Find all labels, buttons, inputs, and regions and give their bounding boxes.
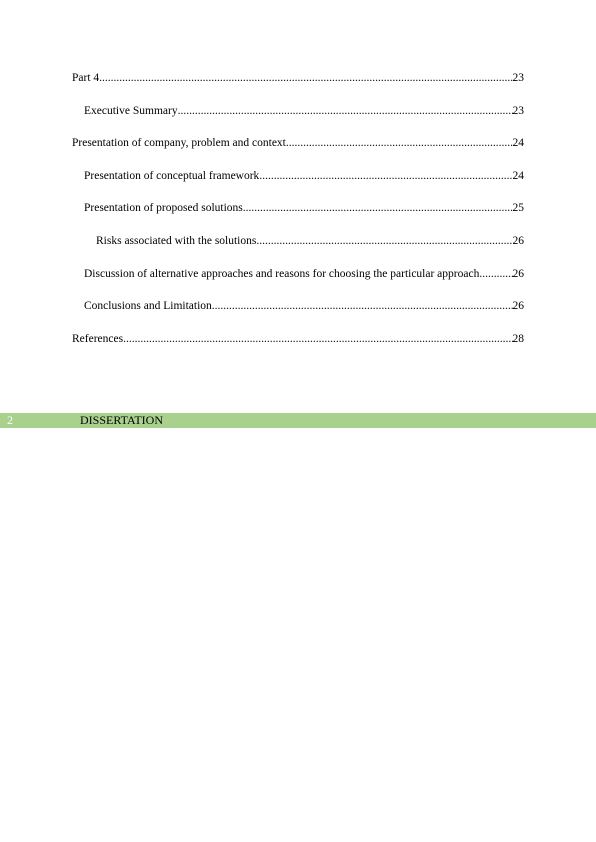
toc-entry-title: Executive Summary: [84, 104, 178, 117]
toc-entry-conclusions[interactable]: [72, 299, 524, 332]
toc-entry-title: Part 4: [72, 72, 100, 84]
toc-entry-page: 24: [512, 169, 524, 182]
dot-leader: [178, 104, 513, 118]
dot-leader: [256, 234, 512, 248]
toc-entry-alternative-approaches[interactable]: [72, 267, 524, 300]
running-header-bar: [0, 413, 596, 428]
dot-leader: [259, 169, 512, 183]
table-of-contents: [72, 71, 524, 364]
dot-leader: [99, 71, 512, 85]
toc-entry-page: 28: [512, 332, 524, 345]
toc-entry-title: Risks associated with the solutions: [96, 234, 257, 247]
toc-entry-executive-summary[interactable]: [72, 104, 524, 137]
dot-leader: [243, 201, 513, 215]
toc-entry-title: Conclusions and Limitation: [84, 300, 212, 313]
dot-leader: [286, 136, 513, 150]
toc-entry-risks[interactable]: [72, 234, 524, 267]
page-number: 2: [7, 413, 13, 427]
dot-leader: [479, 267, 512, 281]
toc-entry-conceptual-framework[interactable]: [72, 169, 524, 202]
toc-entry-title: Presentation of company, problem and context: [72, 137, 286, 150]
toc-entry-page: 26: [512, 267, 524, 280]
toc-entry-title: Presentation of conceptual framework: [84, 169, 260, 182]
toc-entry-page: 23: [512, 104, 524, 117]
toc-entry-page: 26: [512, 300, 524, 313]
toc-entry-part-4[interactable]: [72, 71, 524, 104]
toc-entry-presentation-of-company[interactable]: [72, 136, 524, 169]
toc-entry-proposed-solutions[interactable]: [72, 201, 524, 234]
toc-entry-page: 23: [512, 72, 524, 84]
running-title: DISSERTATION: [80, 413, 163, 427]
toc-entry-title: References: [72, 332, 124, 345]
toc-entry-title: Presentation of proposed solutions: [84, 202, 243, 215]
toc-entry-page: 26: [512, 234, 524, 247]
toc-entry-references[interactable]: [72, 332, 524, 365]
dot-leader: [212, 299, 513, 313]
dot-leader: [123, 332, 512, 346]
toc-entry-title: Discussion of alternative approaches and reasons for choosing the particular approach: [84, 267, 480, 280]
toc-entry-page: 25: [512, 202, 524, 215]
toc-entry-page: 24: [512, 137, 524, 150]
